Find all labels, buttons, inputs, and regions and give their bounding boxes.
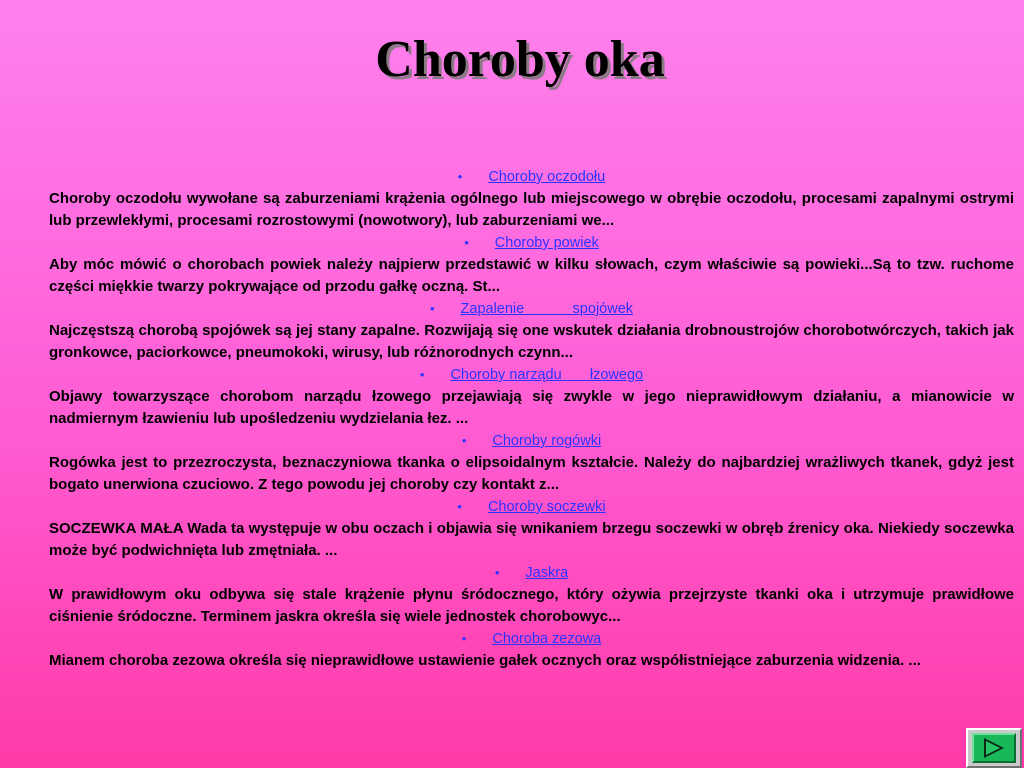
play-triangle-icon — [982, 737, 1006, 759]
entry-description: Rogówka jest to przezroczysta, beznaczyniowa tkanka o elipsoidalnym kształcie. Należy do najbardziej wrażliwych tkanek, gdyż jest bogato unerwiona czuciowo. Z tego powodu jej choroby czy kontakt z... — [49, 454, 1014, 493]
link-choroby-narzadu-lzowego[interactable]: Choroby narządu łzowego — [450, 367, 644, 383]
next-slide-button[interactable] — [966, 728, 1022, 768]
entry-description: Najczęstszą chorobą spojówek są jej stany zapalne. Rozwijają się one wskutek działania drobnoustrojów chorobotwórczych, takich jak gronkowce, paciorkowce, pneumokoki, wirusy, lub różnorodnych czynn... — [49, 322, 1014, 361]
entry-description: Aby móc mówić o chorobach powiek należy najpierw przedstawić w kilku słowach, czym właściwie są powieki...Są to tzw. ruchome części miękkie twarzy pokrywające od przodu gałkę oczną. St... — [49, 256, 1014, 295]
list-item — [49, 628, 1014, 672]
link-choroby-oczodolu[interactable]: Choroby oczodołu — [488, 169, 606, 185]
list-item — [49, 364, 1014, 430]
list-item — [49, 430, 1014, 496]
list-item — [49, 298, 1014, 364]
link-zapalenie-spojowek[interactable]: Zapalenie spojówek — [460, 301, 634, 317]
link-choroba-zezowa[interactable]: Choroba zezowa — [492, 631, 602, 647]
bullet-icon: • — [429, 301, 435, 316]
bullet-icon: • — [419, 367, 425, 382]
entry-description: Mianem choroba zezowa określa się nieprawidłowe ustawienie gałek ocznych oraz współistniejące zaburzenia widzenia. ... — [49, 652, 921, 669]
next-slide-button-face — [972, 733, 1016, 763]
list-item — [49, 232, 1014, 298]
link-choroby-rogowki[interactable]: Choroby rogówki — [492, 433, 602, 449]
entry-description: Objawy towarzyszące chorobom narządu łzowego przejawiają się zwykle w jego nieprawidłowym działaniu, a mianowicie w nadmiernym łzawieniu lub upośledzeniu wydzielania łez. ... — [49, 388, 1014, 427]
bullet-icon: • — [457, 499, 462, 514]
bullet-icon: • — [461, 433, 467, 448]
disease-list — [49, 166, 1014, 672]
link-jaskra[interactable]: Jaskra — [525, 565, 569, 581]
bullet-icon: • — [461, 631, 467, 646]
entry-description: Choroby oczodołu wywołane są zaburzeniami krążenia ogólnego lub miejscowego w obrębie oczodołu, procesami zapalnymi ostrymi lub przewlekłymi, procesami rozrostowymi (nowotwory), lub zaburzeniami we... — [49, 190, 1014, 229]
page-title: Choroby oka — [375, 31, 665, 88]
bullet-icon: • — [464, 235, 469, 250]
bullet-icon: • — [457, 169, 463, 184]
entry-description: W prawidłowym oku odbywa się stale krążenie płynu śródocznego, który ożywia przejrzyste tkanki oka i utrzymuje prawidłowe ciśnienie śródoczne. Terminem jaskra określa się wiele jednostek chorobowyc... — [49, 586, 1014, 625]
list-item — [49, 496, 1014, 562]
list-item — [49, 562, 1014, 628]
bullet-icon: • — [494, 565, 500, 580]
list-item — [49, 166, 1014, 232]
link-choroby-soczewki[interactable]: Choroby soczewki — [487, 499, 606, 515]
link-choroby-powiek[interactable]: Choroby powiek — [494, 235, 599, 251]
entry-description: SOCZEWKA MAŁA Wada ta występuje w obu oczach i objawia się wnikaniem brzegu soczewki w obręb źrenicy oka. Niekiedy soczewka może być podwichnięta lub zmętniała. ... — [49, 520, 1014, 559]
